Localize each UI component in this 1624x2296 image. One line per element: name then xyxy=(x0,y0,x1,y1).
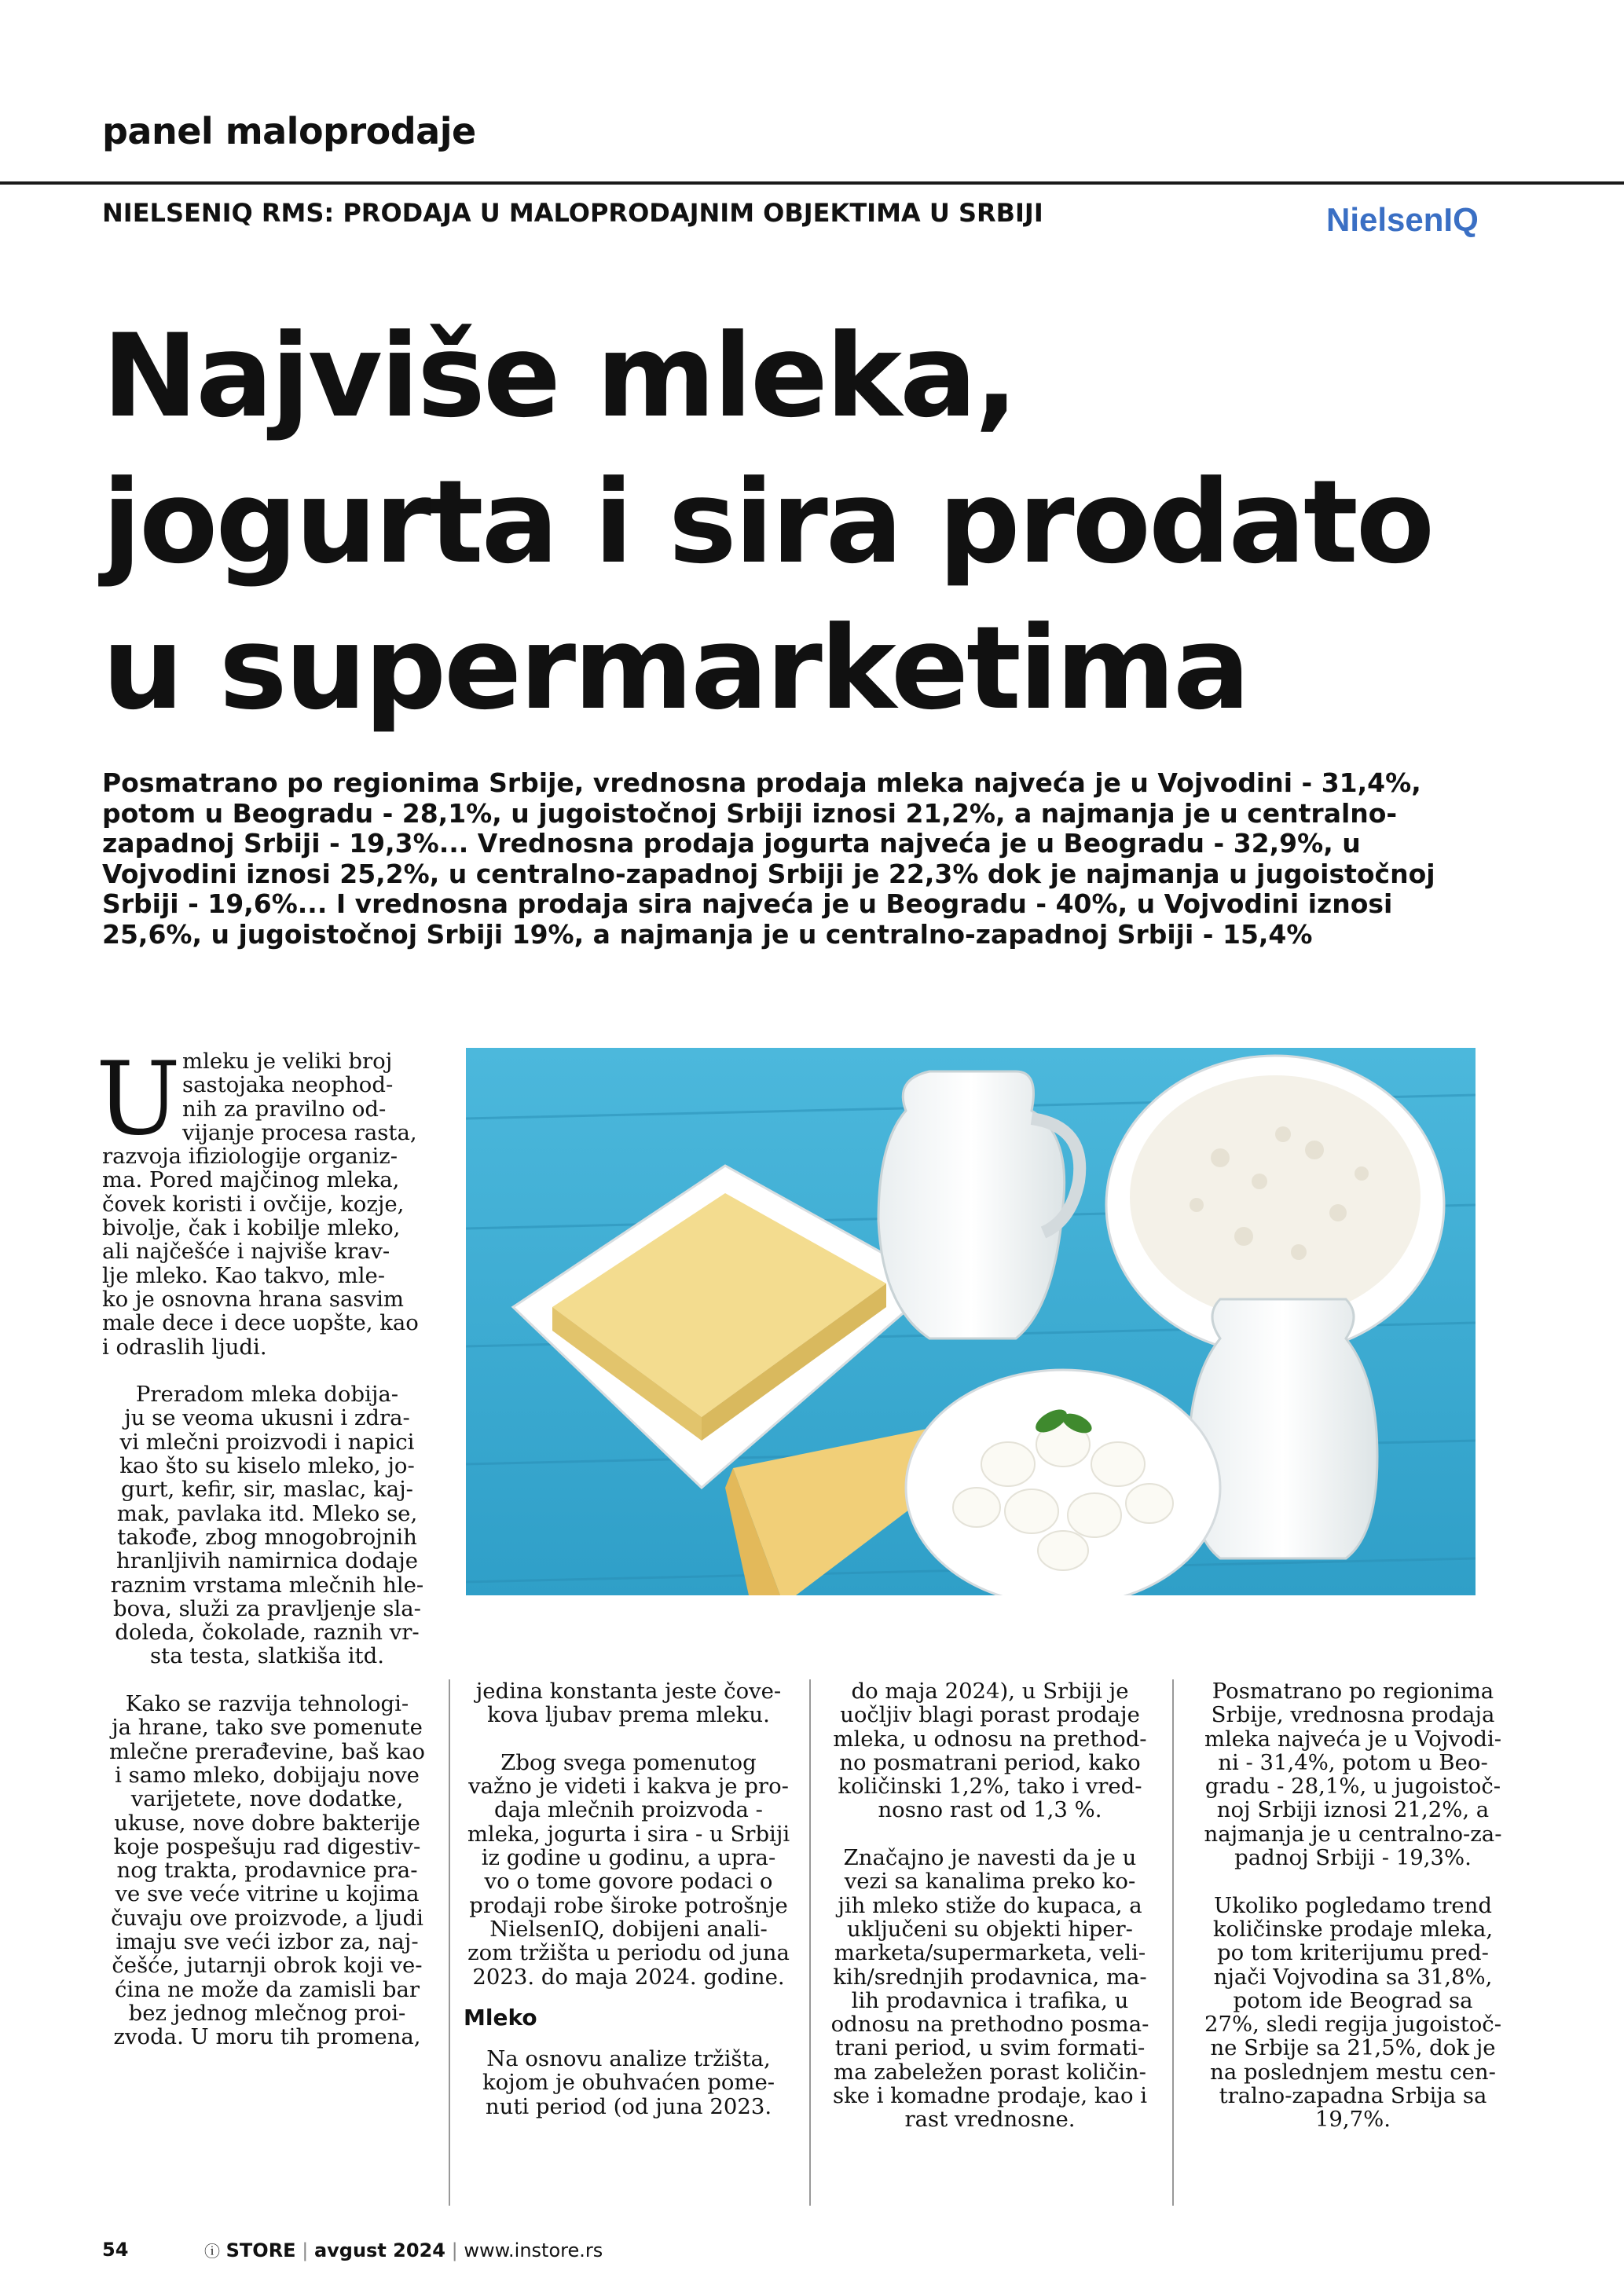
body-column-1 xyxy=(102,1049,432,2049)
body-text-line: mleka najveća je u Vojvodi- xyxy=(1204,1726,1502,1752)
column-divider xyxy=(809,1679,811,2206)
body-text-line: ju se veoma ukusni i zdra- xyxy=(124,1405,410,1431)
footer-issue: avgust 2024 xyxy=(313,2239,445,2261)
body-text-line: lih prodavnica i trafika, u xyxy=(851,1987,1129,2013)
body-text-line: kova ljubav prema mleku. xyxy=(487,1702,770,1728)
body-text-line: i samo mleko, dobijaju nove xyxy=(115,1762,420,1788)
body-text-line: 27%, sledi regija jugoistoč- xyxy=(1204,2012,1502,2038)
body-text-line: ma. Pored majčinog mleka, xyxy=(102,1167,400,1193)
body-text-line: nog trakta, prodavnice pra- xyxy=(116,1858,418,1884)
body-text-line: lje mleko. Kao takvo, mle- xyxy=(102,1262,386,1288)
body-text-line: ve sve veće vitrine u kojima xyxy=(115,1881,420,1907)
body-text-line: nosno rast od 1,3 %. xyxy=(878,1797,1102,1823)
body-text-line: trani period, u svim formati- xyxy=(834,2035,1146,2061)
body-text-line: ćina ne može da zamisli bar xyxy=(115,1976,420,2002)
body-text-line: ske i komadne prodaje, kao i xyxy=(832,2083,1148,2109)
body-text-line: zom tržišta u periodu od juna xyxy=(467,1940,790,1966)
body-text-line: hranljivih namirnica dodaje xyxy=(116,1548,418,1574)
body-text-line: Na osnovu analize tržišta, xyxy=(486,2046,771,2072)
body-text-line: po tom kriterijumu pred- xyxy=(1217,1940,1489,1966)
body-text-line: no posmatrani period, kako xyxy=(839,1749,1141,1775)
body-text-line: daja mlečnih proizvoda - xyxy=(494,1797,763,1823)
footer-separator: | xyxy=(302,2239,309,2261)
body-text-line: varijetete, nove dodatke, xyxy=(130,1786,404,1812)
body-text-line: Zbog svega pomenutog xyxy=(500,1749,757,1775)
body-text-line: bez jednog mlečnog proi- xyxy=(128,2000,406,2026)
section-label: panel maloprodaje xyxy=(102,110,476,152)
body-text-line: ali najčešće i najviše krav- xyxy=(102,1239,390,1265)
body-text-line: čovek koristi i ovčije, kozje, xyxy=(102,1191,405,1217)
body-text-line: padnoj Srbiji - 19,3%. xyxy=(1234,1845,1472,1871)
body-text-line: uočljiv blagi porast prodaje xyxy=(840,1702,1140,1728)
body-text-line: odnosu na prethodno posma- xyxy=(830,2012,1149,2038)
body-text-line: količinske prodaje mleka, xyxy=(1212,1916,1494,1942)
footer-brand-name: STORE xyxy=(225,2239,296,2261)
body-text-line: zvoda. U moru tih promena, xyxy=(113,2024,421,2050)
body-text-line: ko je osnovna hrana sasvim xyxy=(102,1286,404,1312)
lead-line: 25,6%, u jugoistočnoj Srbiji 19%, a najmanja je u centralno-zapadnoj Srbiji - 15,4% xyxy=(102,918,1313,950)
subhead-mleko: Mleko xyxy=(464,2004,537,2031)
body-text-line: imaju sve veći izbor za, naj- xyxy=(115,1928,419,1954)
body-text-line: kao što su kiselo mleko, jo- xyxy=(119,1453,415,1479)
column-divider xyxy=(449,1679,450,2206)
body-text-line: male dece i dece uopšte, kao xyxy=(102,1310,419,1336)
body-text-line: mleka, jogurta i sira - u Srbiji xyxy=(467,1821,790,1847)
body-text-line: sta testa, slatkiša itd. xyxy=(150,1643,384,1669)
body-text-line: ni - 31,4%, potom u Beo- xyxy=(1218,1749,1488,1775)
body-text-line: kih/srednjih prodavnica, ma- xyxy=(833,1964,1147,1990)
body-column-2 xyxy=(464,1679,794,2118)
body-text-line: tralno-zapadna Srbija sa xyxy=(1219,2083,1487,2109)
body-text-line: na poslednjem mestu cen- xyxy=(1210,2059,1496,2085)
body-text-line: do maja 2024), u Srbiji je xyxy=(851,1679,1129,1704)
article-title xyxy=(102,303,1548,742)
body-text-line: rast vrednosne. xyxy=(904,2107,1076,2133)
body-text-line: nuti period (od juna 2023. xyxy=(485,2093,772,2119)
body-text-line: vo o tome govore podaci o xyxy=(484,1869,773,1895)
column-divider xyxy=(1172,1679,1174,2206)
body-text-line: kojom je obuhvaćen pome- xyxy=(482,2070,775,2096)
body-text-line: Preradom mleka dobija- xyxy=(135,1382,399,1408)
lead-line: potom u Beogradu - 28,1%, u jugoistočnoj Srbiji iznosi 21,2%, a najmanja je u centralno- xyxy=(102,797,1398,829)
body-text-line: takođe, zbog mnogobrojnih xyxy=(117,1524,417,1550)
drop-cap: U xyxy=(96,1041,181,1158)
body-text-line: ne Srbije sa 21,5%, dok je xyxy=(1210,2035,1496,2061)
body-text-line: prodaji robe široke potrošnje xyxy=(469,1892,788,1918)
body-text-line: ma zabeležen porast količin- xyxy=(834,2059,1146,2085)
body-text-line: i odraslih ljudi. xyxy=(102,1334,267,1360)
body-text-line: čuvaju ove proizvode, a ljudi xyxy=(111,1905,423,1931)
title-line: jogurta i sira prodato xyxy=(102,456,1433,589)
store-logo-icon: ⓘ xyxy=(204,2242,220,2261)
body-text-line: vezi sa kanalima preko ko- xyxy=(844,1869,1136,1895)
lead-line: Posmatrano po regionima Srbije, vrednosna prodaja mleka najveća je u Vojvodini - 31,4%, xyxy=(102,767,1421,798)
body-text-line: vi mlečni proizvodi i napici xyxy=(119,1429,415,1455)
body-text-line: Značajno je navesti da je u xyxy=(843,1845,1137,1871)
body-text-line: Posmatrano po regionima xyxy=(1212,1679,1494,1704)
body-text-line: potom ide Beograd sa xyxy=(1233,1987,1473,2013)
body-text-line: ja hrane, tako sve pomenute xyxy=(112,1715,423,1741)
dairy-products-photo xyxy=(466,1048,1476,1595)
title-line: u supermarketima xyxy=(102,602,1248,735)
body-text-line: iz godine u godinu, a upra- xyxy=(481,1845,776,1871)
kicker: NIELSENIQ RMS: PRODAJA U MALOPRODAJNIM OBJEKTIMA U SRBIJI xyxy=(102,198,1043,228)
body-text-line: češće, jutarnji obrok koji ve- xyxy=(112,1953,423,1979)
body-text-line: koje pospešuju rad digestiv- xyxy=(113,1833,421,1859)
body-text-line: uključeni su objekti hiper- xyxy=(847,1916,1133,1942)
lead-line: Vojvodini iznosi 25,2%, u centralno-zapadnoj Srbiji je 22,3% dok je najmanja u jugoistočnoj xyxy=(102,858,1435,889)
body-text-line: doleda, čokolade, raznih vr- xyxy=(115,1620,420,1646)
article-lead xyxy=(102,768,1540,950)
body-text-line: 19,7%. xyxy=(1314,2107,1391,2133)
body-text-line: gradu - 28,1%, u jugoistoč- xyxy=(1204,1774,1501,1800)
body-text-line: jih mleko stiže do kupaca, a xyxy=(838,1892,1142,1918)
body-text-line: 2023. do maja 2024. godine. xyxy=(472,1964,785,1990)
footer-url: www.instore.rs xyxy=(464,2239,603,2261)
body-text-line: mak, pavlaka itd. Mleko se, xyxy=(116,1500,418,1526)
body-text-line: bova, služi za pravljenje sla- xyxy=(113,1595,421,1621)
body-text-line: mlečne prerađevine, baš kao xyxy=(109,1738,425,1764)
body-text-line: mleka, u odnosu na prethod- xyxy=(833,1726,1147,1752)
body-text-line: količinski 1,2%, tako i vred- xyxy=(838,1774,1142,1800)
title-line: Najviše mleka, xyxy=(102,309,1016,443)
body-text-line: Ukoliko pogledamo trend xyxy=(1214,1892,1492,1918)
body-text-line: njači Vojvodina sa 31,8%, xyxy=(1213,1964,1493,1990)
body-text-line: važno je videti i kakva je pro- xyxy=(468,1774,789,1800)
body-column-3 xyxy=(825,1679,1155,2132)
header-rule xyxy=(0,181,1624,185)
lead-line: Srbiji - 19,6%... I vrednosna prodaja sira najveća je u Beogradu - 40%, u Vojvodini iznosi xyxy=(102,888,1393,919)
nielseniq-logo: NielsenIQ xyxy=(1326,201,1479,238)
body-text-line: gurt, kefir, sir, maslac, kaj- xyxy=(121,1477,413,1503)
body-text-line: raznim vrstama mlečnih hle- xyxy=(110,1572,424,1598)
footer-separator: | xyxy=(451,2239,458,2261)
body-text-line: sastojaka neophod- xyxy=(182,1072,394,1098)
body-text-line: najmanja je u centralno-za- xyxy=(1204,1821,1502,1847)
body-text-line: ukuse, nove dobre bakterije xyxy=(114,1810,420,1836)
lead-line: zapadnoj Srbiji - 19,3%... Vrednosna prodaja jogurta najveća je u Beogradu - 32,9%, u xyxy=(102,828,1361,859)
body-text-line: vijanje procesa rasta, xyxy=(182,1119,417,1145)
body-text-line: bivolje, čak i kobilje mleko, xyxy=(102,1215,401,1241)
body-text-line: Kako se razvija tehnologi- xyxy=(125,1691,409,1717)
body-text-line: noj Srbiji iznosi 21,2%, a xyxy=(1216,1797,1490,1823)
body-text-line: mleku je veliki broj xyxy=(182,1049,393,1074)
body-text-line: jedina konstanta jeste čove- xyxy=(475,1679,782,1704)
body-text-line: razvoja ifiziologije organiz- xyxy=(102,1144,398,1170)
body-text-line: NielsenIQ, dobijeni anali- xyxy=(489,1916,768,1942)
body-text-line: marketa/supermarketa, veli- xyxy=(834,1940,1146,1966)
body-text-line: nih za pravilno od- xyxy=(182,1096,387,1122)
body-text-line: Srbije, vrednosna prodaja xyxy=(1211,1702,1495,1728)
body-column-4 xyxy=(1188,1679,1518,2132)
footer-brand xyxy=(204,2239,603,2261)
page-number: 54 xyxy=(102,2239,129,2261)
